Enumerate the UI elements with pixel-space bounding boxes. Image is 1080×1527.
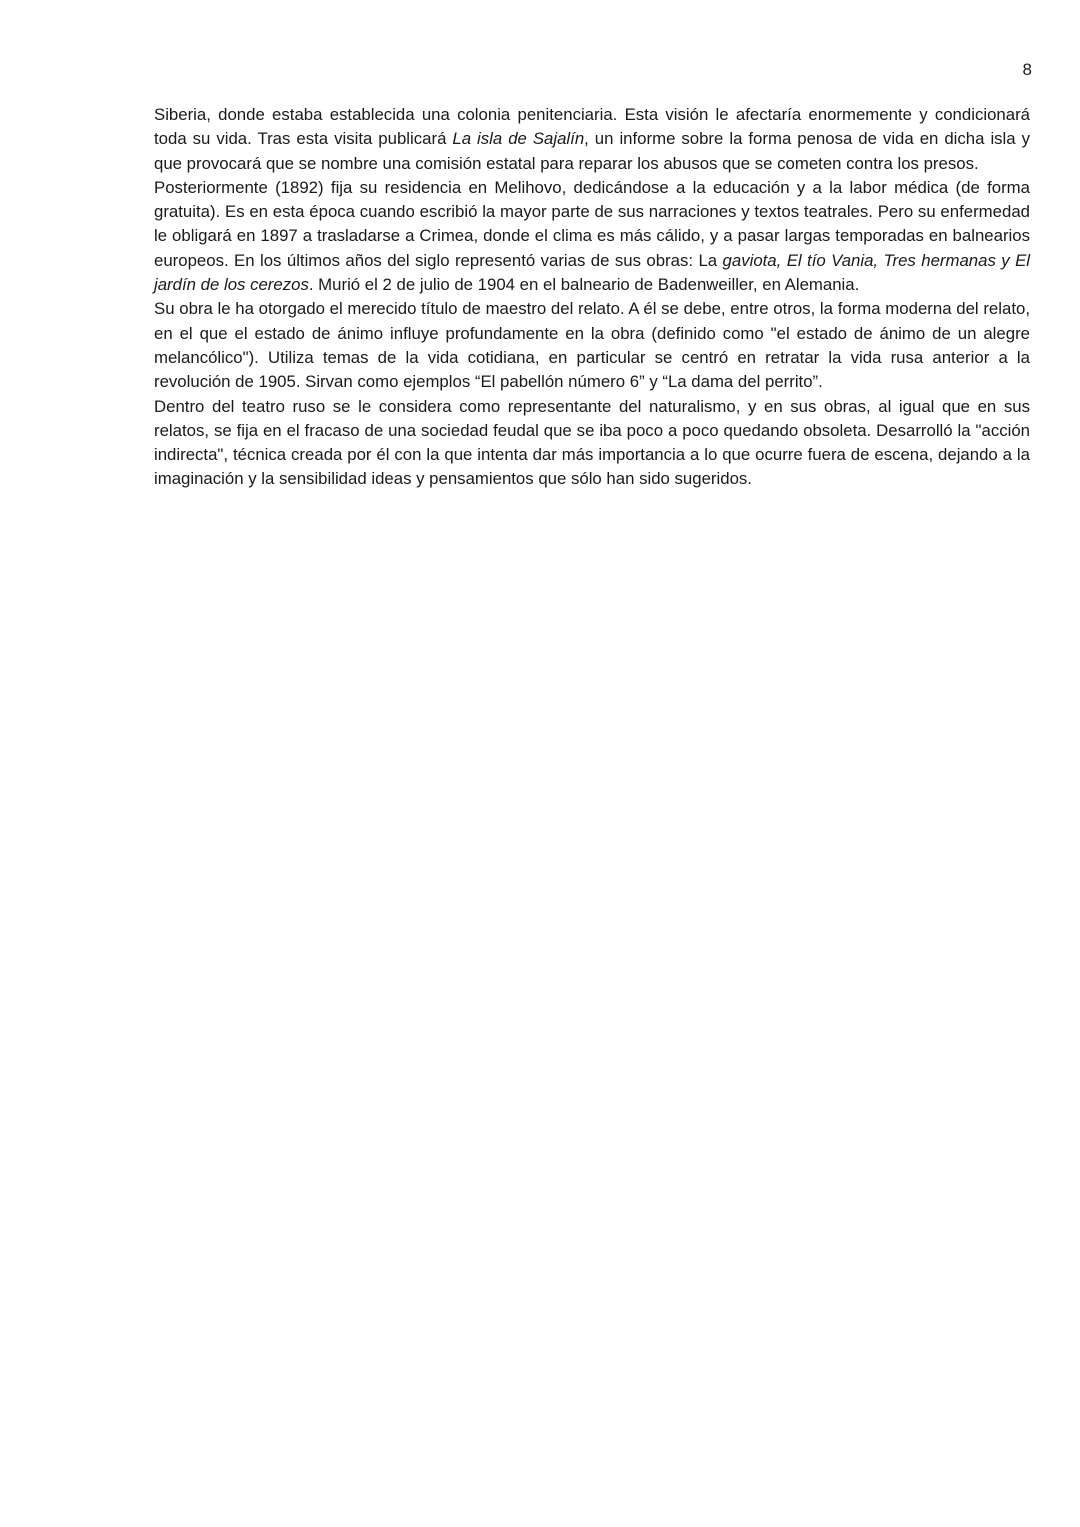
document-body bbox=[154, 103, 1030, 492]
paragraph bbox=[154, 103, 1030, 176]
page-number: 8 bbox=[1022, 60, 1032, 79]
italic-text-run: gaviota, El tío Vania, Tres hermanas y El jardín de los cerezos bbox=[154, 250, 1030, 295]
paragraph bbox=[154, 395, 1030, 492]
paragraph bbox=[154, 297, 1030, 394]
paragraph bbox=[154, 176, 1030, 297]
text-run: , un informe sobre la forma penosa de vida en dicha isla y que provocará que se nombre una comisión estatal para reparar los abusos que se cometen contra los presos. bbox=[154, 129, 1030, 173]
text-run: Siberia, donde estaba establecida una colonia penitenciaria. Esta visión le afectaría enormemente y condicionará toda su vida. Tras esta visita publicará bbox=[154, 105, 1030, 149]
text-run: . Murió el 2 de julio de 1904 en el balneario de Badenweiller, en Alemania. bbox=[308, 275, 860, 295]
italic-text-run: La isla de Sajalín bbox=[452, 129, 585, 149]
text-run: Dentro del teatro ruso se le considera como representante del naturalismo, y en sus obras, al igual que en sus relatos, se fija en el fracaso de una sociedad feudal que se iba poco a poco quedando obsoleta. Desarrolló la "acción indirecta", técnica creada por él con la que intenta dar más importancia a lo que ocurre fuera de escena, dejando a la imaginación y la sensibilidad ideas y pensamientos que sólo han sido sugeridos. bbox=[154, 396, 1030, 489]
text-run: Posteriormente (1892) fija su residencia en Melihovo, dedicándose a la educación y a la labor médica (de forma gratuita). Es en esta época cuando escribió la mayor parte de sus narraciones y textos teatrales. Pero su enfermedad le obligará en 1897 a trasladarse a Crimea, donde el clima es más cálido, y a pasar largas temporadas en balnearios europeos. En los últimos años del siglo representó varias de sus obras: La bbox=[154, 177, 1030, 270]
text-run: Su obra le ha otorgado el merecido título de maestro del relato. A él se debe, entre otros, la forma moderna del relato, en el que el estado de ánimo influye profundamente en la obra (definido como "el estado de ánimo de un alegre melancólico"). Utiliza temas de la vida cotidiana, en particular se centró en retratar la vida rusa anterior a la revolución de 1905. Sirvan como ejemplos “El pabellón número 6” y “La dama del perrito”. bbox=[154, 299, 1030, 392]
